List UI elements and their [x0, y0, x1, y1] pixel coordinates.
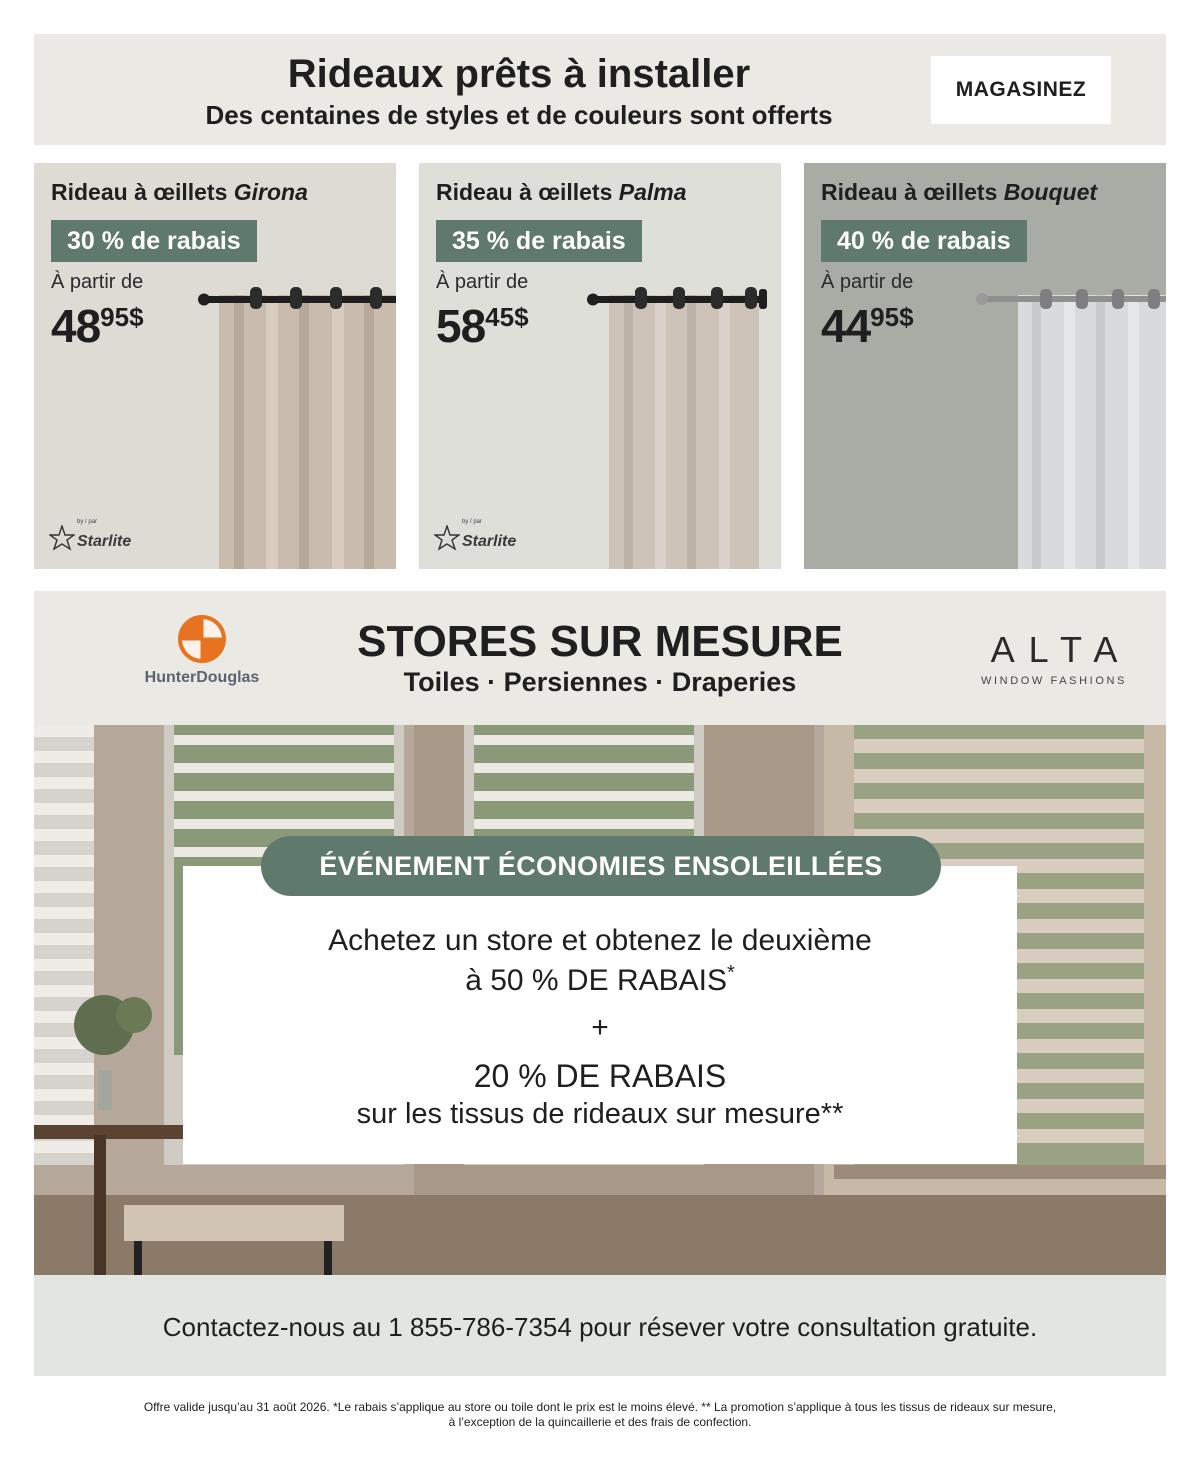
starlite-logo: by / par Starlite [49, 525, 131, 551]
promo-line-4: sur les tissus de rideaux sur mesure** [356, 1098, 844, 1130]
alta-logo: ALTA WINDOW FASHIONS [981, 629, 1132, 687]
promo-line-2: à 50 % DE RABAIS* [465, 962, 735, 997]
footnote-line-1: Offre valide jusqu’au 31 août 2026. *Le rabais s’applique au store ou toile dont le prix est le moins élevé. ** La promotion s’applique à tous les tissus de rideaux sur mesure, [143, 1400, 1057, 1414]
ready-curtains-banner [34, 34, 1166, 145]
custom-blinds-header [34, 591, 1166, 725]
contact-bar [34, 1275, 1166, 1376]
star-icon [49, 525, 75, 551]
discount-badge: 40 % de rabais [821, 220, 1027, 262]
stores-subtitle: Toiles · Persiennes · Draperies [403, 667, 797, 697]
price: 5845$ [436, 300, 529, 352]
star-icon [434, 525, 460, 551]
price-from-label: À partir de [436, 271, 529, 293]
price: 4495$ [821, 300, 914, 352]
stores-title: STORES SUR MESURE [357, 617, 843, 666]
discount-badge: 35 % de rabais [436, 220, 642, 262]
promo-event-tag: ÉVÉNEMENT ÉCONOMIES ENSOLEILLÉES [261, 836, 941, 896]
product-title: Rideau à œillets Bouquet [821, 179, 1098, 205]
product-title: Rideau à œillets Palma [436, 179, 687, 205]
starlite-logo: by / par Starlite [434, 525, 516, 551]
price-from-label: À partir de [51, 271, 144, 293]
shop-button[interactable]: MAGASINEZ [931, 56, 1111, 124]
banner-title: Rideaux prêts à installer [287, 52, 751, 96]
hunter-douglas-logo: HunterDouglas [122, 615, 282, 687]
legal-footnote [60, 1400, 1140, 1430]
promo-plus: + [591, 1011, 609, 1044]
product-card-bouquet[interactable] [804, 163, 1166, 569]
price-from-label: À partir de [821, 271, 914, 293]
banner-subtitle: Des centaines de styles et de couleurs sont offerts [205, 100, 833, 130]
contact-text[interactable]: Contactez-nous au 1 855-786-7354 pour résever votre consultation gratuite. [162, 1312, 1038, 1342]
promo-line-3: 20 % DE RABAIS [473, 1058, 727, 1094]
promo-box [183, 866, 1017, 1164]
product-card-girona[interactable] [34, 163, 396, 569]
discount-badge: 30 % de rabais [51, 220, 257, 262]
product-title: Rideau à œillets Girona [51, 179, 308, 205]
product-card-palma[interactable] [419, 163, 781, 569]
promo-line-1: Achetez un store et obtenez le deuxième [328, 924, 872, 957]
footnote-line-2: à l’exception de la quincaillerie et des frais de confection. [448, 1415, 752, 1429]
price: 4895$ [51, 300, 144, 352]
